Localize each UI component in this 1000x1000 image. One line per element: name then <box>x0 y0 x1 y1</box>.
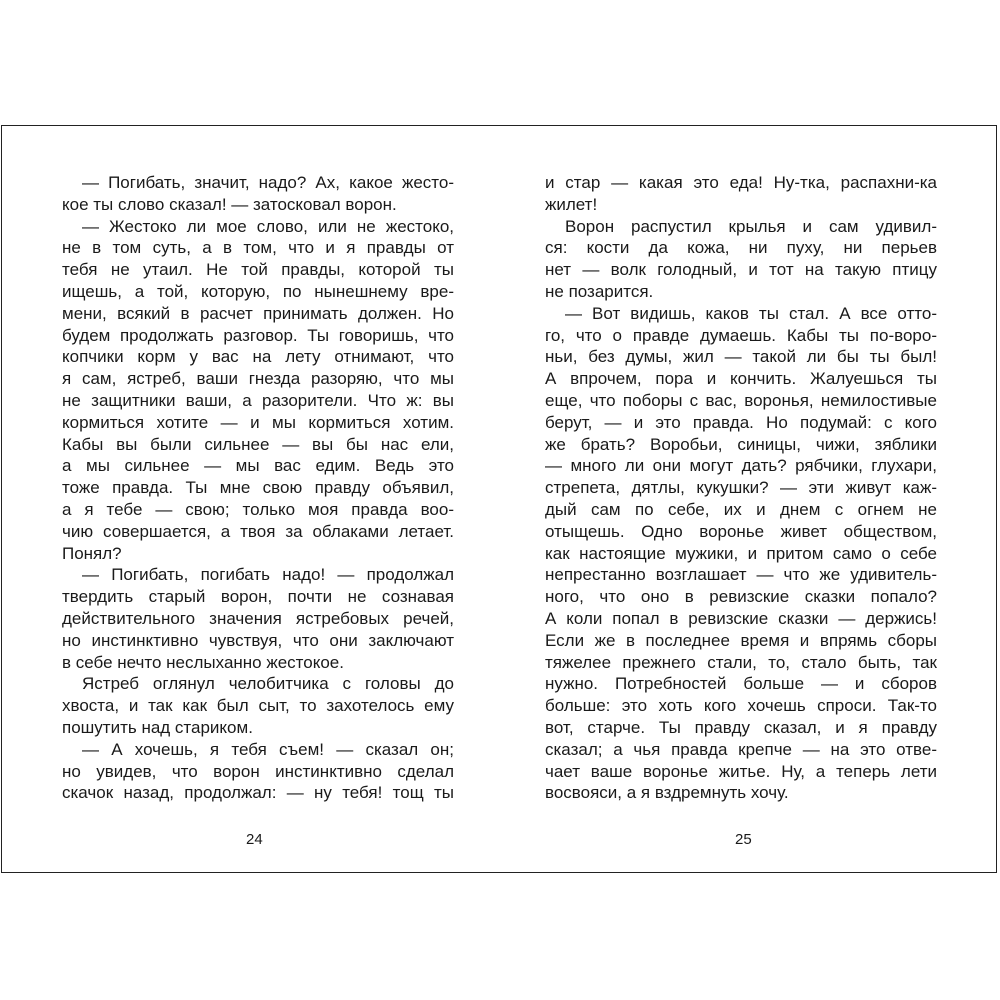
text-line: но инстинктивно чувствуя, что они заключают <box>62 630 454 650</box>
text-line: — А хочешь, я тебя съем! — сказал он; <box>82 739 454 759</box>
text-line: А коли попал в ревизские сказки — держись! <box>545 608 937 628</box>
text-line: будем продолжать разговор. Ты говоришь, что <box>62 325 454 345</box>
text-line: скачок назад, продолжал: — ну тебя! тощ ты <box>62 783 454 803</box>
text-line: хвоста, и так как был сыт, то захотелось ему <box>62 696 454 716</box>
text-line: но увидев, что ворон инстинктивно сделал <box>62 761 454 781</box>
text-line: еще, что поборы с вас, воронья, немилостивые <box>545 390 937 410</box>
text-line: — Погибать, погибать надо! — продолжал <box>82 565 454 585</box>
text-line: тоже правда. Ты мне свою правду объявил, <box>62 478 454 498</box>
text-line: и стар — какая это еда! Ну-тка, распахни-ка <box>545 173 937 192</box>
left-page <box>62 172 454 804</box>
text-line: стрепета, дятлы, кукушки? — эти живут каж- <box>545 478 937 498</box>
text-line: Ворон распустил крылья и сам удивил- <box>565 216 937 236</box>
text-line: Понял? <box>62 543 122 563</box>
text-line: кормиться хотите — и мы кормиться хотим. <box>62 412 454 432</box>
text-line: не позарится. <box>545 281 654 301</box>
text-line: — Жестоко ли мое слово, или не жестоко, <box>82 216 454 236</box>
text-line: нужно. Потребностей больше — и сборов <box>545 674 937 694</box>
text-line: кое ты слово сказал! — затосковал ворон. <box>62 194 397 214</box>
text-line: тяжелее прежнего стали, то, стало быть, так <box>545 652 937 672</box>
text-line: отыщешь. Одно воронье живет обществом, <box>545 521 937 541</box>
right-page-number: 25 <box>735 831 752 848</box>
text-line: а я тебе — свою; только моя правда воо- <box>62 499 454 519</box>
text-line: в себе нечто неслыханно жестокое. <box>62 652 344 672</box>
text-line: восвояси, а я вздремнуть хочу. <box>545 783 789 803</box>
text-line: Если же в последнее время и впрямь сборы <box>545 630 937 650</box>
text-line: не защитники ваши, а разорители. Что ж: вы <box>62 390 454 410</box>
text-line: го, что о правде думаешь. Кабы ты по-воро- <box>545 325 937 345</box>
text-line: Кабы вы были сильнее — вы бы нас ели, <box>62 434 454 454</box>
text-line: Ястреб оглянул челобитчика с головы до <box>82 674 454 694</box>
text-line: больше: это хоть кого хочешь спроси. Так-то <box>545 696 937 716</box>
text-line: а мы сильнее — мы вас едим. Ведь это <box>62 456 454 476</box>
text-line: тебя не утаил. Не той правды, которой ты <box>62 260 454 280</box>
text-line: берут, — и это правда. Но подумай: с кого <box>545 412 937 432</box>
text-line: — Погибать, значит, надо? Ах, какое жесто- <box>82 173 454 192</box>
text-line: дый сам по себе, их и днем с огнем не <box>545 499 937 519</box>
text-line: сказал; а чья правда крепче — на это отве- <box>545 739 937 759</box>
text-line: как настоящие мужики, и притом само о себе <box>545 543 937 563</box>
text-line: ньи, без думы, жил — такой ли бы ты был! <box>545 347 937 367</box>
text-line: твердить старый ворон, почти не сознавая <box>62 587 454 607</box>
text-line: вот, старче. Ты правду сказал, и я правду <box>545 717 937 737</box>
text-line: ищешь, а той, которую, по нынешнему вре- <box>62 281 454 301</box>
text-line: не в том суть, а в том, что и я правды от <box>62 238 454 258</box>
right-page <box>545 172 937 804</box>
text-line: же брать? Воробьи, синицы, чижи, зяблики <box>545 434 937 454</box>
text-line: нет — волк голодный, и тот на такую птицу <box>545 260 937 280</box>
text-line: — много ли они могут дать? рябчики, глухари, <box>545 456 937 476</box>
text-line: — Вот видишь, каков ты стал. А все отто- <box>565 303 937 323</box>
text-line: пошутить над стариком. <box>62 717 253 737</box>
text-line: ного, что оно в ревизские сказки попало? <box>545 587 937 607</box>
text-line: копчики корм у вас на лету отнимают, что <box>62 347 454 367</box>
text-line: я сам, ястреб, ваши гнезда разоряю, что мы <box>62 369 454 389</box>
text-line: ся: кости да кожа, ни пуху, ни перьев <box>545 238 937 258</box>
text-line: чию совершается, а твоя за облаками летает. <box>62 521 454 541</box>
text-line: чает ваше воронье житье. Ну, а теперь лети <box>545 761 937 781</box>
text-line: А впрочем, пора и кончить. Жалуешься ты <box>545 369 937 389</box>
text-line: мени, всякий в расчет принимать должен. Но <box>62 303 454 323</box>
text-line: действительного значения ястребовых речей, <box>62 608 454 628</box>
text-line: непрестанно возглашает — что же удивитель- <box>545 565 937 585</box>
left-page-number: 24 <box>246 831 263 848</box>
text-line: жилет! <box>545 194 598 214</box>
book-spread <box>1 125 997 873</box>
